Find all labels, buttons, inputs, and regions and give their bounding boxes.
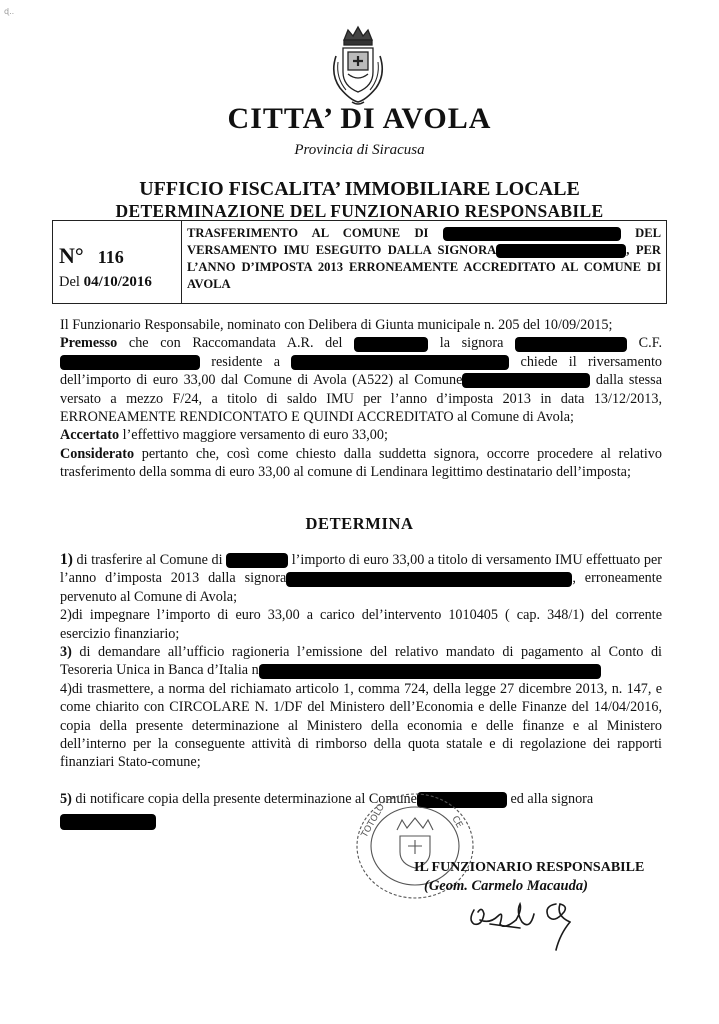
premesso-text: residente a — [200, 353, 281, 370]
subject-part-1: TRASFERIMENTO AL COMUNE DI — [187, 226, 429, 240]
redaction — [443, 227, 621, 241]
subject-part-3: , PER L’ANNO D’IMPOSTA 2013 ERRONEAMENTE ACCREDITATO AL COMUNE DI AVOLA — [187, 243, 662, 291]
svg-text:CE: CE — [449, 814, 465, 830]
office-title: UFFICIO FISCALITA’ IMMOBILIARE LOCALE — [139, 178, 580, 200]
redaction — [291, 355, 509, 370]
item-5-number: 5) — [60, 791, 72, 807]
determina-items — [60, 551, 662, 772]
redaction — [226, 553, 288, 568]
province-name: Provincia di Siracusa — [294, 142, 425, 158]
subject-text — [187, 225, 661, 293]
number-value: 116 — [97, 247, 124, 267]
number-cell — [53, 221, 182, 303]
premises-section — [60, 316, 662, 482]
premesso-paragraph — [60, 334, 662, 426]
item-1-text: , erroneamente pervenuto al Comune di Avola; — [60, 570, 662, 605]
item-3-number: 3) — [60, 644, 72, 661]
considerato-paragraph — [60, 445, 662, 482]
redaction — [354, 337, 428, 352]
item-3 — [60, 643, 662, 680]
item-5-text: di notificare copia della presente determinazione al Comune — [71, 791, 417, 807]
number-label: N° — [59, 243, 84, 268]
determina-heading: DETERMINA — [305, 514, 414, 533]
premesso-text: che con Raccomandata A.R. del — [117, 335, 343, 352]
premesso-text: dalla stessa versato a mezzo F/24, a titolo di saldo IMU per l’anno d’imposta 2013 in data 13/12/2013, ERRONEAMENTE RENDICONTATO E QUINDI ACCREDITATO al Comune di Avola; — [60, 372, 662, 426]
premesso-label: Premesso — [60, 335, 118, 352]
determination-number — [59, 243, 124, 269]
redaction — [496, 244, 626, 258]
item-1-text: l’importo di euro 33,00 a titolo di versamento IMU effettuato per l’anno d’imposta 2013 dalla signora — [60, 552, 662, 587]
item-1-text: di trasferire al Comune di — [72, 552, 223, 568]
redaction — [462, 373, 590, 388]
svg-text:ɖ..: ɖ.. — [4, 7, 15, 16]
determination-header-box — [52, 220, 667, 304]
scan-mark — [2, 4, 42, 18]
item-5-text: ed alla signora — [506, 791, 594, 807]
handwritten-signature-icon — [460, 890, 610, 962]
date-label: Del — [59, 274, 80, 290]
redaction — [259, 664, 601, 679]
item-4: 4)di trasmettere, a norma del richiamato articolo 1, comma 724, della legge 27 dicembre 2013, n. 147, e come chiarito con CIRCOLARE N. 1/DF del Ministero dell’Economia e delle Finanze del 14/04/2016, copia della presente determinazione al Ministero della economia e delle finanze e al Ministero dell’interno per la conseguente attività di rimborso della quota statale e di regolazione dei rapporti finanziari Stato-comune; — [60, 680, 662, 771]
subject-part-2: DEL VERSAMENTO IMU ESEGUITO DALLA SIGNORA — [187, 226, 662, 257]
premesso-text: la signora — [428, 335, 504, 352]
document-type: DETERMINAZIONE DEL FUNZIONARIO RESPONSABILE — [115, 201, 604, 221]
accertato-text: l’effettivo maggiore versamento di euro 33,00; — [119, 427, 388, 444]
redaction — [515, 337, 627, 352]
redaction — [286, 572, 572, 587]
accertato-label: Accertato — [60, 427, 120, 444]
item-1 — [60, 551, 662, 606]
city-name: CITTA’ DI AVOLA — [227, 102, 492, 135]
considerato-label: Considerato — [60, 445, 135, 462]
signatory-name: (Geom. Carmelo Macauda) — [424, 878, 588, 894]
signatory-title: IL FUNZIONARIO RESPONSABILE — [414, 860, 645, 875]
svg-text:TOTOLO: TOTOLO — [359, 802, 388, 840]
redaction — [60, 814, 156, 830]
premesso-text: C.F. — [627, 335, 662, 352]
redaction — [60, 355, 200, 370]
intro-text: Il Funzionario Responsabile, nominato con Delibera di Giunta municipale n. 205 del 10/09/2015; — [60, 317, 613, 333]
item-2: 2)di impegnare l’importo di euro 33,00 a carico del’intervento 1010405 ( cap. 348/1) del corrente esercizio finanziario; — [60, 607, 662, 642]
item-1-number: 1) — [60, 551, 73, 568]
premesso-text: chiede il riversamento dell’importo di euro 33,00 dal Comune di Avola (A522) al Comune — [60, 353, 663, 389]
accertato-paragraph — [60, 426, 662, 444]
considerato-text: pertanto che, così come chiesto dalla suddetta signora, occorre procedere al relativo trasferimento della somma di euro 33,00 al comune di Lendinara legittimo destinatario dell’imposta; — [60, 445, 662, 481]
determination-date — [59, 274, 152, 291]
municipal-crest-icon — [326, 22, 390, 108]
item-3-text: di demandare all’ufficio ragioneria l’emissione del relativo mandato di pagamento al Conto di Tesoreria Unica in Banca d’Italia n — [60, 644, 662, 679]
date-value: 04/10/2016 — [83, 274, 152, 290]
